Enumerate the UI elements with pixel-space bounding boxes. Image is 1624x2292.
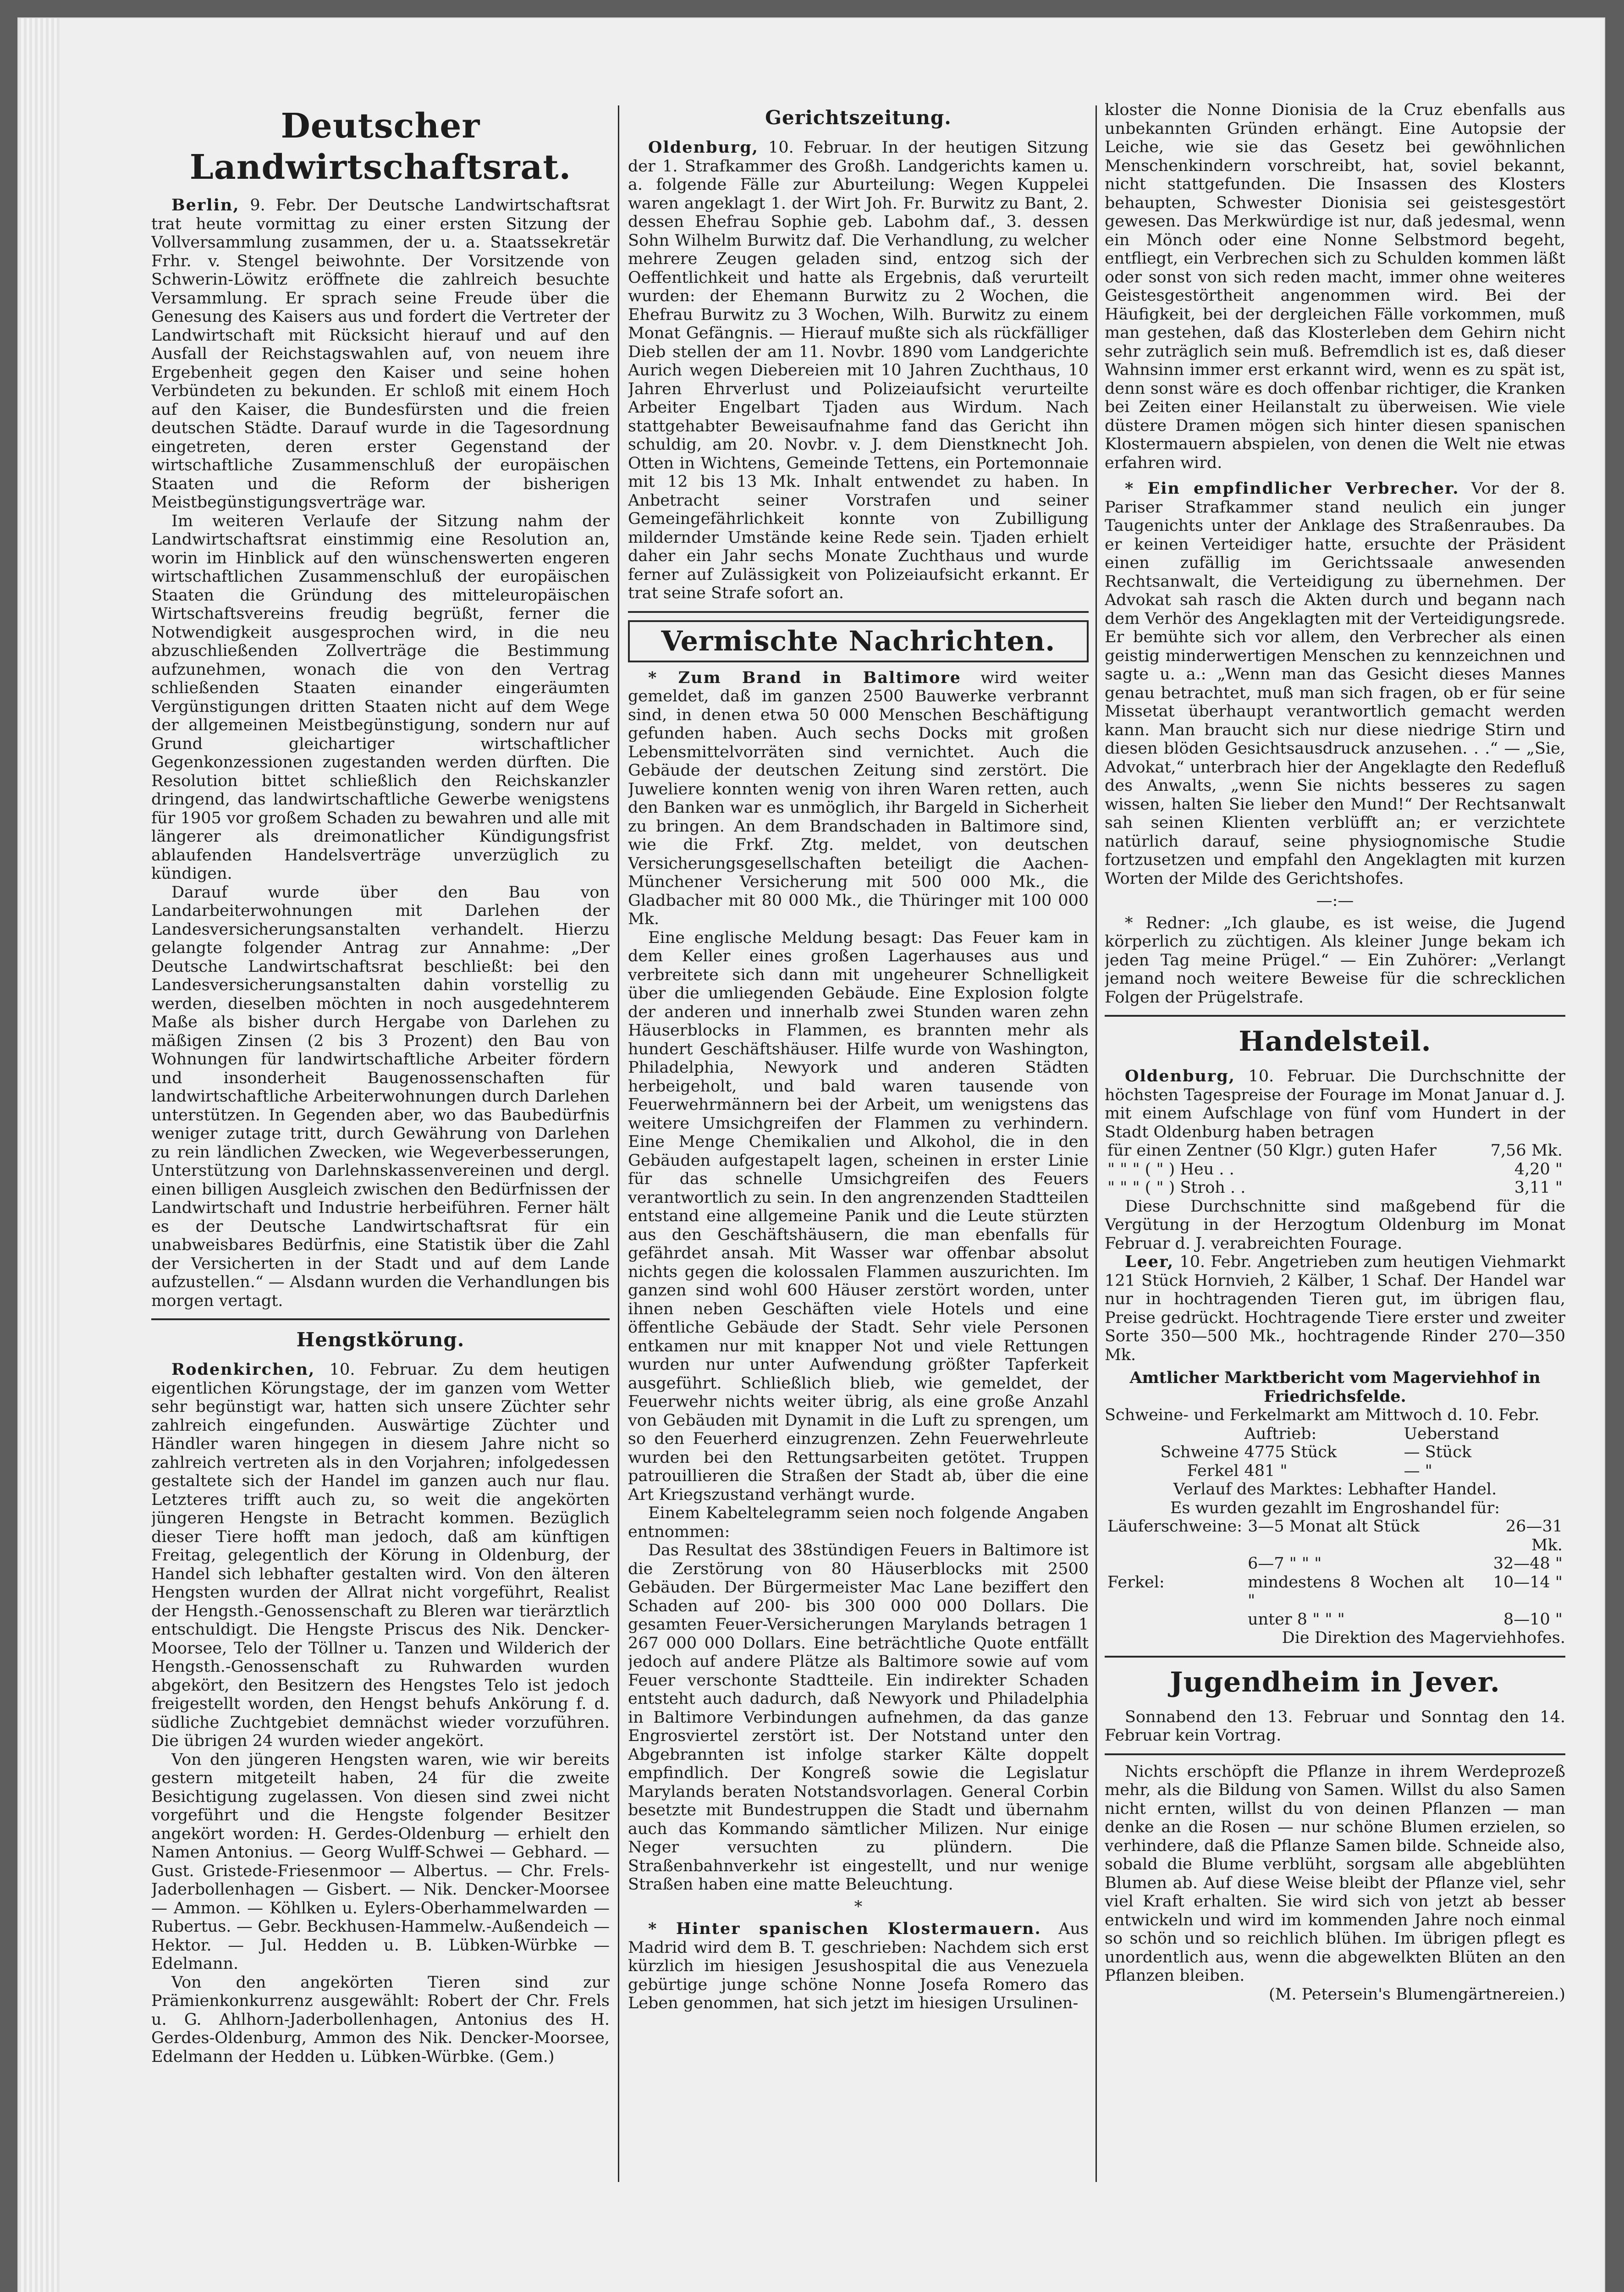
- table-row: [1105, 1610, 1565, 1629]
- column-rule: [1096, 105, 1097, 2182]
- table-row: [1105, 1141, 1565, 1160]
- table-cell: " " " ( " ) Heu . .: [1107, 1160, 1234, 1179]
- article-text: 10. Februar. In der heutigen Sitzung der 1. Strafkammer des Großh. Landgerichts kamen u. a. folgende Fälle zur Aburteilung: Wegen Kuppelei waren angeklagt 1. der Wirt Joh. Fr. Burwitz zu Bant, 2. dessen Ehefrau Sophie geb. Labohm daf., 3. dessen Sohn Wilhelm Burwitz daf. Die Verhandlung, zu welcher mehrere Zeugen geladen sind, entzog sich der Oeffentlichkeit und hatte als Ergebnis, daß verurteilt wurden: der Ehemann Burwitz zu 2 Wochen, die Ehefrau Burwitz zu 3 Wochen, Wilh. Burwitz zu einem Monat Gefängnis. — Hierauf mußte sich als rückfälliger Dieb stellen der am 11. Novbr. 1890 vom Landgerichte Aurich wegen Diebereien mit 10 Jahren Zuchthaus, 10 Jahren Ehrverlust und Polizeiaufsicht verurteilte Arbeiter Engelbart Tjaden aus Wirdum. Nach stattgehabter Beweisaufnahme fand das Gericht ihn schuldig, am 20. Novbr. v. J. dem Dienstknecht Joh. Otten in Wichtens, Gemeinde Tettens, ein Portemonnaie mit 12 bis 13 Mk. Inhalt entwendet zu haben. In Anbetracht seiner Vorstrafen und seiner Gemeingefährlichkeit konnte von Zubilligung mildernder Umstände keine Rede sein. Tjaden erhielt daher ein Jahr sechs Monate Zuchthaus und wurde ferner auf Zulässigkeit von Polizeiaufsicht erkannt. Er trat seine Strafe sofort an.: [628, 138, 1089, 602]
- table-cell: 26—31 Mk.: [1505, 1517, 1563, 1554]
- table-cell: Ferkel:: [1107, 1573, 1165, 1592]
- market-report-title: Amtlicher Marktbericht vom Magerviehhof in Friedrichsfelde.: [1129, 1368, 1541, 1406]
- table-cell: 7,56 Mk.: [1490, 1141, 1563, 1160]
- article-paragraph: Es wurden gezahlt im Engroshandel für:: [1170, 1499, 1500, 1517]
- table-cell: 4775 Stück: [1244, 1443, 1337, 1461]
- table-cell: — ": [1404, 1461, 1432, 1480]
- article-paragraph: Von den jüngeren Hengsten waren, wie wir bereits gestern mitgeteilt haben, 24 für die zweite Besichtigung zugelassen. Von diesen sind zwei nicht vorgeführt und die Hengste folgender Besitzer angekört worden: H. Gerdes-Oldenburg — erhielt den Namen Antonius. — Georg Wulff-Schwei — Gebhard. — Gust. Gristede-Friesenmoor — Albertus. — Chr. Frels-Jaderbollenhagen — Gisbert. — Nik. Dencker-Moorsee — Ammon. — Köhlken u. Eylers-Oberhammelwarden — Rubertus. — Gebr. Beckhusen-Hammelw.-Außendeich — Hektor. — Jul. Hedden u. B. Lübken-Würbke — Edelmann.: [151, 1750, 610, 1973]
- signature: Die Direktion des Magerviehhofes.: [1282, 1629, 1565, 1647]
- table-row: [1105, 1160, 1565, 1179]
- separator: —:—: [1316, 892, 1354, 910]
- article-paragraph: [151, 196, 610, 512]
- section-title: Vermischte Nachrichten.: [661, 625, 1056, 657]
- section-title: Handelsteil.: [1239, 1025, 1431, 1058]
- table-cell: — Stück: [1404, 1443, 1472, 1461]
- article-paragraph: Im weiteren Verlaufe der Sitzung nahm der Landwirtschaftsrat einstimmig eine Resolution an, worin im Hinblick auf den wünschenswerten engeren wirtschaftlichen Zusammenschluß der europäischen Staaten die Gründung des mitteleuropäischen Wirtschaftsvereins freudig begrüßt, ferner die Notwendigkeit ausgesprochen wird, in die neu abzuschließenden Zollverträge die Bestimmung aufzunehmen, wonach die von den Vertrag schließenden Staaten einander eingeräumten Vergünstigungen dritten Staaten nicht auf dem Wege der allgemeinen Meistbegünstigung, sondern nur auf Grund gleichartiger wirtschaftlicher Gegenkonzessionen zugestanden werden dürften. Die Resolution bittet schließlich den Reichskanzler dringend, das landwirtschaftliche Gewerbe wenigstens für 1905 vor großem Schaden zu bewahren und alle mit längerer als dreimonatlicher Kündigungsfrist ablaufenden Handelsverträge unverzüglich zu kündigen.: [151, 512, 610, 883]
- article-paragraph: Nichts erschöpft die Pflanze in ihrem Werdeprozeß mehr, als die Bildung von Samen. Willst du also Samen nicht ernten, willst du von deinen Pflanzen — man denke an die Rosen — nur schöne Blumen erzielen, so verhindere, daß die Pflanze Samen bilde. Schneide also, sobald die Blume verblüht, sorgsam alle abgeblühten Blumen ab. Auf diese Weise bleibt der Pflanze viel, sehr viel Kraft erhalten. Sie wird sich von jetzt ab besser entwickeln und wird im kommenden Jahre noch einmal so schön und so reichlich blühen. Im übrigen pflegt es unordentlich aus, wenn die abgewelkten Blüten an den Pflanzen bleiben.: [1105, 1762, 1565, 1985]
- section-title-box: [628, 620, 1089, 662]
- table-row: [1105, 1573, 1565, 1610]
- table-cell: [1105, 1425, 1242, 1444]
- table-row: [1105, 1179, 1565, 1197]
- article-paragraph: kloster die Nonne Dionisia de la Cruz ebenfalls aus unbekannten Gründen erhängt. Eine Autopsie der Leiche, wie sie das Gesetz bei gewöhnlichen Menschenkindern vorschreibt, hat, soviel bekannt, nicht stattgefunden. Die Insassen des Klosters behaupten, Schwester Dionisia sei geistesgestört gewesen. Das Merkwürdige ist nur, daß jedesmal, wenn ein Mönch oder eine Nonne Selbstmord begeht, entfliegt, ein Verbrechen sich zu Schulden kommen läßt oder sonst von sich reden macht, immer ohne weiteres Geistesgestörtheit angenommen wird. Bei der Häufigkeit, bei der dergleichen Fälle vorkommen, muß man gestehen, daß das Klosterleben dem Gehirn nicht sehr zuträglich sein muß. Befremdlich ist es, daß dieser Wahnsinn immer erst erkannt wird, wenn es zu spät ist, denn sonst wäre es doch offenbar richtiger, die Kranken bei Zeiten einer Heilanstalt zu überweisen. Wie viele düstere Dramen mögen sich hinter diesen spanischen Klostermauern abspielen, von denen die Welt nie etwas erfahren wird.: [1105, 101, 1565, 472]
- dateline: Rodenkirchen,: [171, 1360, 315, 1379]
- table-header-row: [1105, 1425, 1565, 1444]
- market-table: [1105, 1425, 1565, 1481]
- table-cell: 3—5 Monat alt Stück: [1248, 1517, 1420, 1536]
- dateline: Leer,: [1125, 1252, 1174, 1271]
- section-divider: [1105, 1015, 1565, 1017]
- article-paragraph: [1105, 1253, 1565, 1364]
- article-paragraph: Sonnabend den 13. Februar und Sonntag den 14. Februar kein Vortrag.: [1105, 1708, 1565, 1745]
- article-text: wird weiter gemeldet, daß im ganzen 2500 Bauwerke verbrannt sind, in denen etwa 50 000 Menschen Beschäftigung gefunden haben. Auch sechs Docks mit großen Lebensmittelvorräten sind vernichtet. Auch die Gebäude der deutschen Zeitung sind zerstört. Die Juweliere konnten wenig von ihren Waren retten, auch den Banken war es unmöglich, ihr Bargeld in Sicherheit zu bringen. An dem Brandschaden in Baltimore sind, wie die Frkf. Ztg. meldet, von deutschen Versicherungsgesellschaften beteiligt die Aachen-Münchener Versicherung mit 500 000 Mk., die Gladbacher mit 80 000 Mk., die Thüringer mit 100 000 Mk.: [628, 668, 1089, 928]
- article-paragraph: [628, 138, 1089, 603]
- dateline: Oldenburg,: [1125, 1067, 1235, 1085]
- table-cell: 6—7 " " ": [1248, 1554, 1322, 1573]
- table-cell: [1105, 1554, 1245, 1573]
- article-paragraph: Diese Durchschnitte sind maßgebend für die Vergütung in der Herzogtum Oldenburg im Monat Februar d. J. verabreichten Fourage.: [1105, 1197, 1565, 1253]
- table-cell: 32—48 ": [1493, 1554, 1563, 1573]
- separator-star: *: [854, 1897, 863, 1916]
- section-title: Hengstkörung.: [296, 1328, 465, 1351]
- article-lead: * Zum Brand in Baltimore: [648, 668, 961, 687]
- column-3: [1105, 101, 1565, 2004]
- section-divider: [1105, 1753, 1565, 1755]
- article-paragraph: [151, 1361, 610, 1751]
- article-paragraph: [1105, 1067, 1565, 1141]
- section-divider: [1105, 1656, 1565, 1658]
- table-cell: 8—10 ": [1503, 1610, 1563, 1629]
- section-divider: [151, 1318, 610, 1320]
- article-paragraph: Eine englische Meldung besagt: Das Feuer kam in dem Keller eines großen Lagerhauses aus und verbreitete sich dann mit ungeheurer Schnelligkeit über die umliegenden Gebäude. Eine Explosion folgte der anderen und innerhalb zwei Stunden waren zehn Häuserblocks in Flammen, es brannten mehr als hundert Geschäftshäuser. Hilfe wurde von Washington, Philadelphia, Newyork und anderen Städten herbeigeholt, und bald waren tausende von Feuerwehrmännern bei der Arbeit, um wenigstens das weitere Umsichgreifen der Flammen zu verhindern. Eine Menge Chemikalien und Alkohol, die in den Gebäuden aufgestapelt lagen, scheinen in erster Linie für das schnelle Umsichgreifen des Feuers verantwortlich zu sein. In den angrenzenden Stadtteilen entstand eine allgemeine Panik und die Leute stürzten aus den Geschäftshäusern, die man ebenfalls für gefährdet ansah. Mit Wasser war offenbar absolut nichts gegen die kolossalen Flammen auszurichten. Im ganzen sind wohl 600 Häuser zerstört worden, unter ihnen neben Geschäften viele Hotels und eine öffentliche Gebäude der Stadt. Sehr viele Personen entkamen nur mit knapper Not und viele Rettungen wurden nur unter Aufwendung größter Tapferkeit ausgeführt. Schließlich blieb, wie gemeldet, der Feuerwehr nichts weiter übrig, als eine große Anzahl von Gebäuden mit Dynamit in die Luft zu sprengen, um so den Feuerherd einzugrenzen. Zehn Feuerwehrleute wurden bei den Rettungsarbeiten getötet. Truppen patrouillieren die Straßen der Stadt ab, über die eine Art Kriegszustand verhängt wurde.: [628, 928, 1089, 1504]
- article-paragraph: * Redner: „Ich glaube, es ist weise, die Jugend körperlich zu züchtigen. Als kleiner Junge bekam ich jeden Tag meine Prügel.“ — Ein Zuhörer: „Verlangt jemand noch weitere Beweise für die schrecklichen Folgen der Prügelstrafe.: [1105, 914, 1565, 1007]
- table-cell: Ferkel: [1187, 1461, 1239, 1480]
- table-cell: Ueberstand: [1404, 1424, 1499, 1443]
- article-text: 10. Februar. Zu dem heutigen eigentlichen Körungstage, der im ganzen vom Wetter sehr begünstigt war, hatten sich unsere Züchter sehr zahlreich eingefunden. Auswärtige Züchter und Händler waren hingegen in diesem Jahre nicht so zahlreich vertreten als in den Vorjahren; infolgedessen gestaltete sich der Handel im ganzen auch nur flau. Letzteres trifft auch zu, so weit die angekörten jüngeren Hengste in Betracht kommen. Bezüglich dieser Tiere hofft man jedoch, daß am künftigen Freitag, gelegentlich der Körung in Oldenburg, der Handel sich lebhafter gestalten wird. Von den älteren Hengsten wurden der Allrat nicht vorgeführt, Realist der Hengsth.-Genossenschaft zu Bleren war tierärztlich entschuldigt. Die Hengste Priscus des Nik. Dencker-Moorsee, Telo der Töllner u. Tanzen und Wilderich der Hengsth.-Genossenschaft zu Ruhwarden wurden abgekört, den Besitzern des Hengstes Telo ist jedoch freigestellt worden, den Hengst behufs Ankörung f. d. südliche Zuchtgebiet demnächst wieder vorzuführen. Die übrigen 24 wurden wieder angekört.: [151, 1361, 610, 1750]
- article-text: Vor der 8. Pariser Strafkammer stand neulich ein junger Taugenichts unter der Anklage des Straßenraubes. Da er keinen Verteidiger hatte, ersuchte der Präsident einen zufällig im Gerichtssaale anwesenden Rechtsanwalt, die Verteidigung zu übernehmen. Der Advokat sah rasch die Akten durch und begann nach dem Verhör des Angeklagten mit der Verteidigungsrede. Er bemühte sich vor allem, den Verbrecher als einen geistig minderwertigen Menschen zu kennzeichnen und sagte u. a.: „Wenn man das Gesicht dieses Mannes genau betrachtet, muß man sich fragen, ob er für seine Missetat überhaupt verantwortlich gemacht werden kann. Man braucht sich nur diese niedrige Stirn und diesen blöden Gesichtsausdruck anzusehen. . .“ — „Sie, Advokat,“ unterbrach hier der Angeklagte den Redefluß des Anwalts, „wenn Sie nichts besseres zu sagen wissen, halten Sie lieber den Mund!“ Der Rechtsanwalt sah seinen Klienten verblüfft an; er verzichtete natürlich darauf, seine physiognomische Studie fortzusetzen und empfahl den Angeklagten mit kurzen Worten der Milde des Gerichtshofes.: [1105, 479, 1565, 888]
- table-row: [1105, 1462, 1565, 1481]
- article-paragraph: Darauf wurde über den Bau von Landarbeiterwohnungen mit Darlehen der Landesversicherungsanstalten verhandelt. Hierzu gelangte folgender Antrag zur Annahme: „Der Deutsche Landwirtschaftsrat beschließt: bei den Landesversicherungsanstalten dahin vorstellig zu werden, dieselben möchten in noch ausgedehnterem Maße als bisher durch Hergabe von Darlehen zu mäßigen Zinsen (2 bis 3 Prozent) den Bau von Wohnungen für landwirtschaftliche Arbeiter fördern und insonderheit Baugenossenschaften für landwirtschaftliche Arbeiterwohnungen durch Darlehen unterstützen. In Gegenden aber, wo das Baubedürfnis weniger zutage tritt, durch Gewährung von Darlehen zu rein ländlichen Zwecken, wie Wegeverbesserungen, Unterstützung von Darlehnskassenvereinen und dergl. einen billigen Ausgleich zwischen den Bedürfnissen der Landwirtschaft und Industrie herbeiführen. Ferner hält es der Deutsche Landwirtschaftsrat für ein unabweisbares Bedürfnis, eine Statistik über die Zahl der Versicherten in der Stadt und auf dem Lande aufzustellen.“ — Alsdann wurden die Verhandlungen bis morgen vertagt.: [151, 883, 610, 1310]
- binding-edge: [18, 18, 60, 2292]
- article-paragraph: Das Resultat des 38stündigen Feuers in Baltimore ist die Zerstörung von 80 Häuserblocks mit 2500 Gebäuden. Der Bürgermeister Mac Lane beziffert den Schaden auf 200- bis 300 000 000 Dollars. Die gesamten Feuer-Versicherungen Marylands betragen 1 267 000 000 Dollars. Eine beträchtliche Quote entfällt jedoch auf andere Plätze als Baltimore sowie auf vom Feuer verschonte Stadtteile. Ein indirekter Schaden entsteht auch dadurch, daß Newyork und Philadelphia in Baltimore Verbindungen aufnehmen, da das ganze Engrosviertel zerstört ist. Der Notstand unter den Abgebrannten ist infolge starker Kälte doppelt empfindlich. Der Kongreß sowie die Legislatur Marylands beraten Notstandsvorlagen. General Corbin besetzte mit Bundestruppen die Stadt und übernahm auch das Kommando sämtlicher Milizen. Nur einige Neger versuchten zu plündern. Die Straßenbahnverkehr ist eingestellt, und nur wenige Straßen haben eine matte Beleuchtung.: [628, 1541, 1089, 1894]
- article-lead: * Hinter spanischen Klostermauern.: [648, 1919, 1041, 1938]
- table-cell: mindestens 8 Wochen alt ": [1248, 1573, 1464, 1610]
- article-paragraph: Schweine- und Ferkelmarkt am Mittwoch d. 10. Febr.: [1105, 1406, 1540, 1424]
- article-lead: * Ein empfindlicher Verbrecher.: [1125, 479, 1459, 498]
- section-title: Deutscher Landwirtschaftsrat.: [189, 106, 572, 187]
- article-text: 9. Febr. Der Deutsche Landwirtschaftsrat trat heute vormittag zu einer ersten Sitzung der Vollversammlung zusammen, der u. a. Staatssekretär Frhr. v. Stengel beiwohnte. Der Vorsitzende von Schwerin-Löwitz eröffnete die zahlreich besuchte Versammlung. Er sprach seine Freude über die Genesung des Kaisers aus und fordert die Vertreter der Landwirtschaft mit Rücksicht hierauf und auf den Ausfall der Reichstagswahlen auf, von neuem ihre Ergebenheit gegen den Kaiser und seine hohen Verbündeten zu bekunden. Er schloß mit einem Hoch auf den Kaiser, die Bundesfürsten und die freien deutschen Städte. Darauf wurde in die Tagesordnung eingetreten, deren erster Gegenstand der wirtschaftliche Zusammenschluß der europäischen Staaten und die Reform der bisherigen Meistbegünstigungsverträge war.: [151, 196, 610, 512]
- dateline: Oldenburg,: [648, 138, 759, 157]
- price-table: [1105, 1517, 1565, 1629]
- signature: (M. Petersein's Blumengärtnereien.): [1269, 1985, 1565, 2004]
- article-paragraph: Einem Kabeltelegramm seien noch folgende Angaben entnommen:: [628, 1504, 1089, 1541]
- table-cell: unter 8 " " ": [1248, 1610, 1345, 1629]
- table-row: [1105, 1517, 1565, 1554]
- section-title: Jugendheim in Jever.: [1170, 1666, 1500, 1698]
- column-2: [628, 101, 1089, 2013]
- fourage-table: [1105, 1141, 1565, 1197]
- article-text: 10. Februar. Die Durchschnitte der höchsten Tagespreise der Fourage im Monat Januar d. J. mit einem Aufschlage von fünf vom Hundert in der Stadt Oldenburg haben betragen: [1105, 1067, 1565, 1141]
- article-paragraph: Von den angekörten Tieren sind zur Prämienkonkurrenz ausgewählt: Robert der Chr. Frels u. G. Ahlhorn-Jaderbollenhagen, Antonius des H. Gerdes-Oldenburg, Ammon des Nik. Dencker-Moorsee, Edelmann der Hedden u. Lübken-Würbke. (Gem.): [151, 1973, 610, 2066]
- article-paragraph: [628, 1920, 1089, 2013]
- article-paragraph: Verlauf des Marktes: Lebhafter Handel.: [1173, 1480, 1497, 1499]
- table-cell: 10—14 ": [1493, 1573, 1563, 1592]
- section-divider: [628, 611, 1089, 613]
- table-cell: 3,11 ": [1514, 1179, 1563, 1197]
- section-title: Gerichtszeitung.: [765, 106, 952, 129]
- table-cell: für einen Zentner (50 Klgr.) guten Hafer: [1107, 1141, 1437, 1160]
- table-cell: [1105, 1610, 1245, 1629]
- column-1: [151, 101, 610, 2066]
- table-cell: " " " ( " ) Stroh . .: [1107, 1179, 1246, 1197]
- table-row: [1105, 1554, 1565, 1573]
- article-text: Aus Madrid wird dem B. T. geschrieben: Nachdem sich erst kürzlich im hiesigen Jesushospital die aus Venezuela gebürtige junge schöne Nonne Josefa Romero das Leben genommen, hat sich jetzt im hiesigen Ursulinen-: [628, 1920, 1089, 2012]
- table-cell: Läuferschweine:: [1107, 1517, 1243, 1536]
- table-cell: 4,20 ": [1514, 1160, 1563, 1179]
- article-paragraph: [628, 669, 1089, 929]
- table-row: [1105, 1443, 1565, 1462]
- dateline: Berlin,: [171, 196, 240, 215]
- article-text: 10. Febr. Angetrieben zum heutigen Viehmarkt 121 Stück Hornvieh, 2 Kälber, 1 Schaf. Der Handel war nur in hochtragenden Tieren gut, im übrigen flau, Preise gedrückt. Hochtragende Tiere erster und zweiter Sorte 350—500 Mk., hochtragende Rinder 270—350 Mk.: [1105, 1253, 1565, 1364]
- article-paragraph: [1105, 479, 1565, 888]
- table-cell: 481 ": [1244, 1461, 1288, 1480]
- table-cell: Auftrieb:: [1244, 1424, 1317, 1443]
- table-cell: Schweine: [1160, 1443, 1239, 1461]
- column-rule: [618, 105, 619, 2182]
